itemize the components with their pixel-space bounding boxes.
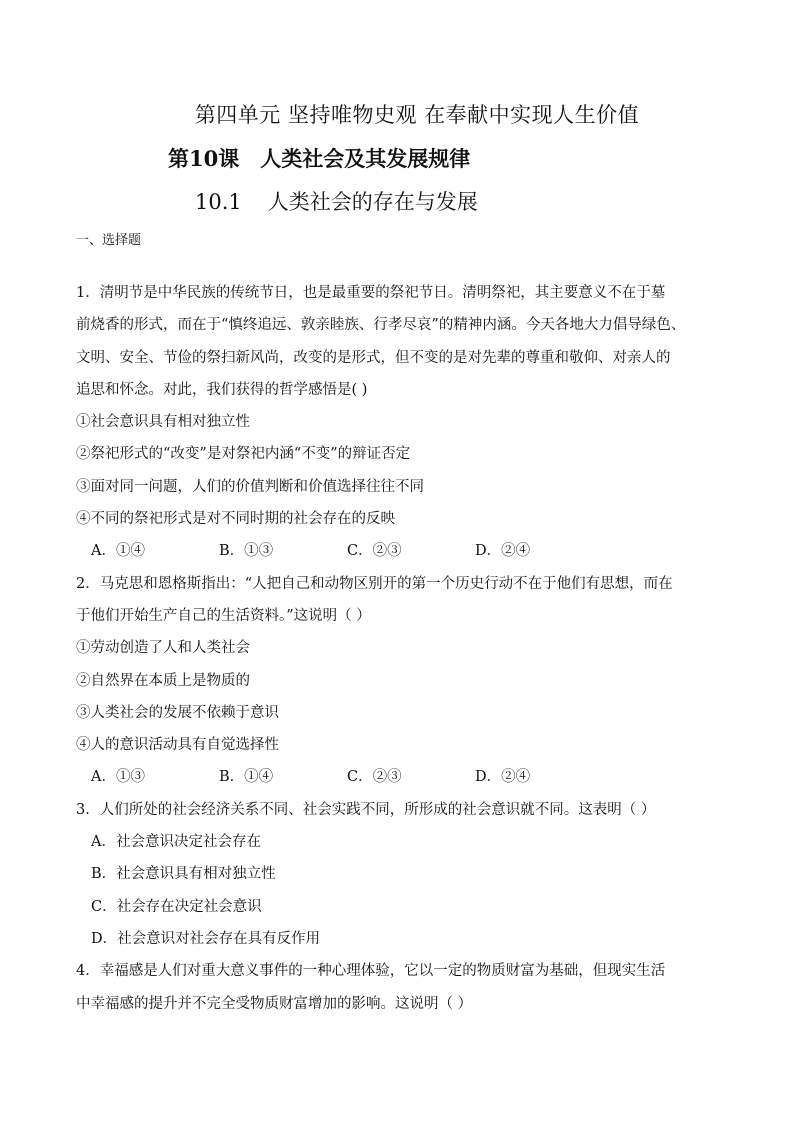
question-text-line: 前烧香的形式，而在于“慎终追远、敦亲睦族、行孝尽哀”的精神内涵。今天各地大力倡导绿色、 (76, 317, 686, 334)
answer-options (76, 761, 720, 793)
question-text-line: 1．清明节是中华民族的传统节日，也是最重要的祭祀节日。清明祭祀，其主要意义不在于墓 (76, 285, 666, 301)
option-d[interactable]: D．②④ (475, 543, 531, 560)
option-b[interactable]: B．①③ (219, 543, 274, 560)
option-b[interactable]: B．①④ (219, 769, 274, 786)
question-4 (76, 955, 720, 1020)
option-b[interactable]: B．社会意识具有相对独立性 (91, 866, 276, 883)
statement: ④不同的祭祀形式是对不同时期的社会存在的反映 (76, 511, 395, 528)
question-text-line: 文明、安全、节俭的祭扫新风尚，改变的是形式，但不变的是对先辈的尊重和敬仰、对亲人的 (76, 349, 671, 366)
question-3 (76, 794, 720, 955)
question-list (76, 277, 720, 1020)
statement: ②祭祀形式的“改变”是对祭祀内涵“不变”的辩证否定 (76, 446, 411, 463)
option-a[interactable]: A．①③ (91, 769, 145, 786)
question-text-line: 于他们开始生产自己的生活资料。”这说明（ ） (76, 607, 371, 624)
option-c[interactable]: C．社会存在决定社会意识 (91, 898, 262, 915)
section-name: 人类社会的存在与发展 (267, 190, 478, 214)
statement: ①社会意识具有相对独立性 (76, 414, 250, 431)
unit-title: 第四单元 坚持唯物史观 在奉献中实现人生价值 (194, 103, 640, 127)
option-a[interactable]: A．①④ (91, 543, 145, 560)
statement: ③面对同一问题，人们的价值判断和价值选择往往不同 (76, 478, 424, 495)
question-text-line: 中幸福感的提升并不完全受物质财富增加的影响。这说明（ ） (76, 995, 473, 1012)
section-heading: 一、选择题 (76, 233, 142, 248)
section-title (195, 186, 478, 216)
question-text-line: 4．幸福感是人们对重大意义事件的一种心理体验，它以一定的物质财富为基础，但现实生活 (76, 963, 666, 980)
option-c[interactable]: C．②③ (347, 543, 402, 560)
option-a[interactable]: A．社会意识决定社会存在 (91, 834, 261, 851)
question-text-line: 追思和怀念。对此，我们获得的哲学感悟是( ) (76, 381, 368, 398)
section-number: 10.1 (195, 190, 242, 214)
statement: ②自然界在本质上是物质的 (76, 672, 250, 689)
answer-options (76, 535, 720, 567)
question-text-line: 2．马克思和恩格斯指出：“人把自己和动物区别开的第一个历史行动不在于他们有思想，而在 (76, 575, 673, 592)
question-text-line: 3．人们所处的社会经济关系不同、社会实践不同，所形成的社会意识就不同。这表明（ ） (76, 801, 656, 818)
option-c[interactable]: C．②③ (347, 769, 402, 786)
statement: ④人的意识活动具有自觉选择性 (76, 737, 279, 754)
option-d[interactable]: D．社会意识对社会存在具有反作用 (91, 930, 321, 947)
lesson-title: 第10课 人类社会及其发展规律 (168, 146, 471, 171)
option-d[interactable]: D．②④ (475, 769, 531, 786)
statement: ③人类社会的发展不依赖于意识 (76, 704, 279, 721)
question-2 (76, 568, 720, 794)
question-1 (76, 277, 720, 568)
statement: ①劳动创造了人和人类社会 (76, 640, 250, 657)
